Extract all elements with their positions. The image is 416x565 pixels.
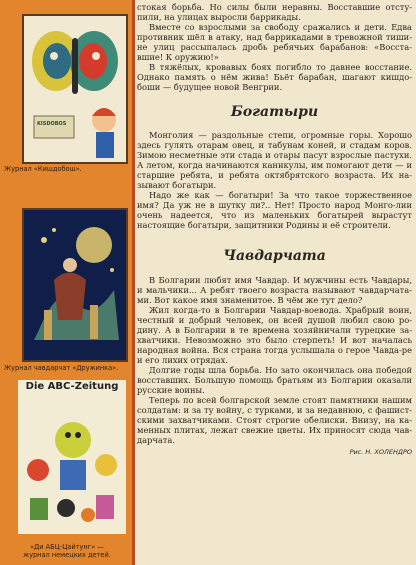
cover-label: KISDOBOS	[37, 121, 67, 127]
paragraph: Вместе со взрослыми за свободу сражались и дети. Едва противник шёл в атаку, над баррикадами в тревожной тиши-не улиц рассыпалась дробь ребячьих барабанов: «Восста-вшие! К оружию!»	[137, 22, 412, 62]
caption-abc-line2: журнал немецких детей.	[23, 551, 111, 559]
caption-abc-zeitung	[4, 543, 130, 559]
section-heading-bogatyri: Богатыри	[230, 104, 319, 120]
paragraph: В тяжёлых, кровавых боях погибло то давнее восстание. Однако память о нём жива! Бьёт барабан, шагают кишдо-боши — будущее новой Венгрии.	[137, 62, 412, 92]
article-column	[137, 0, 412, 565]
paragraph: Долгие годы шла борьба. Но зато окончилась она победой восставших. Большую помощь братьям из Болгарии оказали русские воины.	[137, 365, 412, 395]
caption-kishdobosh: Журнал «Кишдобош».	[4, 165, 82, 173]
paragraph: Теперь по всей болгарской земле стоят памятники нашим солдатам: и за ту войну, с турками, и за недавнюю, с фашист-скими захватчиками. Стоят строгие обелиски. Внизу, на ка-менных плитах, лежат свежие цветы. Их приносят сюда чав-дарчата.	[137, 395, 412, 445]
illustration-credit: Рис. Н. ХОЛЕНДРО	[349, 448, 412, 456]
section-heading-chavdarchata: Чавдарчата	[223, 248, 326, 264]
cover-title: Die ABC-Zeitung	[25, 381, 119, 392]
paragraph: Монголия — раздольные степи, огромные горы. Хорошо здесь гулять отарам овец, и табунам коней, и стадам коров. Зимою несметные эти стада и отары пасут взрослые пастухи. А летом, когда начинаются каникулы, им помогают дети — и старшие ребята, и ребята октябрятского возраста. Их на-зывают богатыри.	[137, 130, 412, 190]
caption-abc-line1: «Ди АБЦ-Цайтунг» —	[30, 543, 104, 551]
caption-druzhinka: Журнал чавдарчат «Дружинка».	[4, 364, 119, 372]
magazine-cover-abc-zeitung	[18, 380, 126, 534]
paragraph: стокая борьба. Но силы были неравны. Восставшие отсту-пили, на улицах выросли баррикады.	[137, 2, 412, 22]
paragraph: В Болгарии любят имя Чавдар. И мужчины есть Чавдары, и мальчики... А ребят твоего возраста называют чавдарчата-ми. Вот какое имя знаменитое. В чём же тут дело?	[137, 275, 412, 305]
sidebar-divider	[132, 0, 135, 565]
paragraph: Надо же как — богатыри! За что такое торжественное имя? Да уж не в шутку ли?.. Нет! Просто народ Монго-лии очень надеется, что из маленьких богатырей вырастут настоящие богатыри, защитники Родины и её строители.	[137, 190, 412, 230]
magazine-cover-kishdobosh	[22, 14, 128, 164]
paragraph: Жил когда-то в Болгарии Чавдар-воевода. Храбрый воин, честный и добрый человек, он всей душой любил свою ро-дину. А в Болгарии в те времена хозяйничали турецкие за-хватчики. Невозможно это было стерпеть! И вот началась народная война. Вся страна тогда услышала о герое Чавда-ре и его лихих отрядах.	[137, 305, 412, 365]
magazine-cover-druzhinka	[22, 208, 128, 362]
